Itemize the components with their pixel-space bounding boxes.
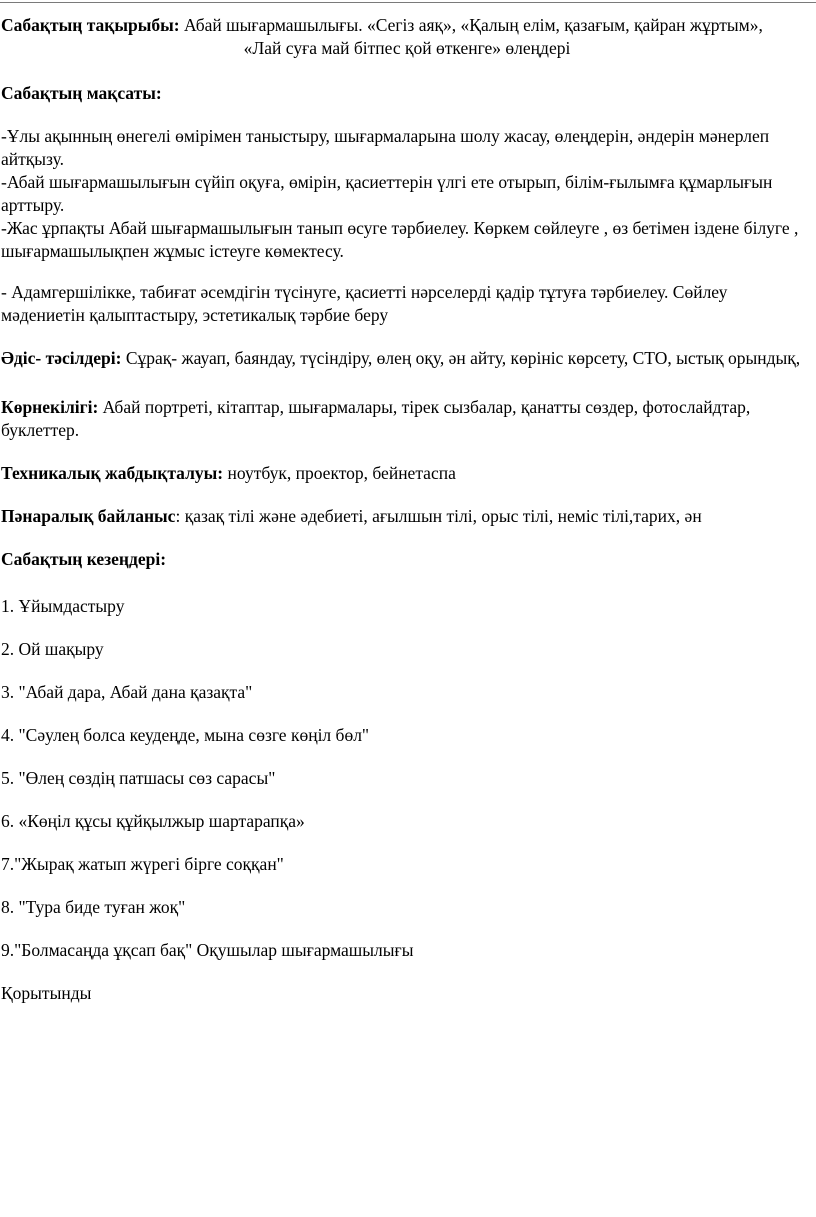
aim-item: -Ұлы ақынның өнегелі өмірімен таныстыру, шығармаларына шолу жасау, өлеңдерін, әндерін мәнерлеп айтқызу. (1, 126, 770, 169)
equipment-label: Техникалық жабдықталуы: (1, 463, 224, 483)
aim-item: -Жас ұрпақты Абай шығармашылығын танып өсуге тәрбиелеу. Көркем сөйлеуге , өз бетімен іздене білуге , шығармашылықпен жұмыс істеуге көмектесу. (1, 218, 799, 261)
interdisciplinary-label: Пәнаралық байланыс (1, 506, 176, 526)
lesson-topic (1, 14, 813, 37)
lesson-plan-document (1, 14, 813, 1005)
stage-item: 5. "Өлең сөздің патшасы сөз сарасы" (1, 768, 276, 788)
lesson-topic-text-line1: Абай шығармашылығы. «Сегіз аяқ», «Қалың елім, қазағым, қайран жұртым», (179, 15, 763, 35)
stage-item: 3. "Абай дара, Абай дана қазақта" (1, 682, 253, 702)
methods-label: Әдіс- тәсілдері: (1, 348, 122, 368)
methods-text: Сұрақ- жауап, баяндау, түсіндіру, өлең оқу, ән айту, көрініс көрсету, СТО, ыстық орындық, (121, 348, 801, 368)
interdisciplinary (1, 505, 813, 528)
stage-item: 1. Ұйымдастыру (1, 596, 125, 616)
stage-item: 2. Ой шақыру (1, 639, 104, 659)
stage-item: 9."Болмасаңда ұқсап бақ" Оқушылар шығармашылығы (1, 940, 414, 960)
stage-item: 6. «Көңіл құсы құйқылжыр шартарапқа» (1, 811, 305, 831)
equipment (1, 462, 813, 485)
aim-item: -Абай шығармашылығын сүйіп оқуға, өмірін, қасиеттерін үлгі ете отырып, білім-ғылымға құмарлығын арттыру. (1, 172, 773, 215)
lesson-aims-title: Сабақтың мақсаты: (1, 83, 162, 103)
conclusion: Қорытынды (1, 983, 92, 1003)
top-rule (0, 2, 816, 3)
lesson-aims (1, 125, 813, 327)
visual-aids-text: Абай портреті, кітаптар, шығармалары, тірек сызбалар, қанатты сөздер, фотослайдтар, буклеттер. (1, 397, 751, 440)
lesson-stages-list (1, 595, 813, 962)
lesson-stages-title: Сабақтың кезеңдері: (1, 549, 167, 569)
lesson-topic-label: Сабақтың тақырыбы: (1, 15, 180, 35)
visual-aids-label: Көрнекілігі: (1, 397, 99, 417)
aim-item: - Адамгершілікке, табиғат әсемдігін түсінуге, қасиетті нәрселерді қадір тұтуға тәрбиелеу. Сөйлеу мәдениетін қалыптастыру, эстетикалық тәрбие беру (1, 282, 728, 325)
visual-aids (1, 396, 813, 442)
interdisciplinary-text: : қазақ тілі және әдебиеті, ағылшын тілі, орыс тілі, неміс тілі,тарих, ән (175, 506, 702, 526)
stage-item: 7."Жырақ жатып жүрегі бірге соққан" (1, 854, 284, 874)
stage-item: 4. "Сәулең болса кеудеңде, мына сөзге көңіл бөл" (1, 725, 370, 745)
lesson-topic-text-line2: «Лай суға май бітпес қой өткенге» өлеңдері (243, 38, 571, 58)
methods (1, 347, 813, 370)
stage-item: 8. "Тура биде туған жоқ" (1, 897, 186, 917)
equipment-text: ноутбук, проектор, бейнетаспа (223, 463, 456, 483)
